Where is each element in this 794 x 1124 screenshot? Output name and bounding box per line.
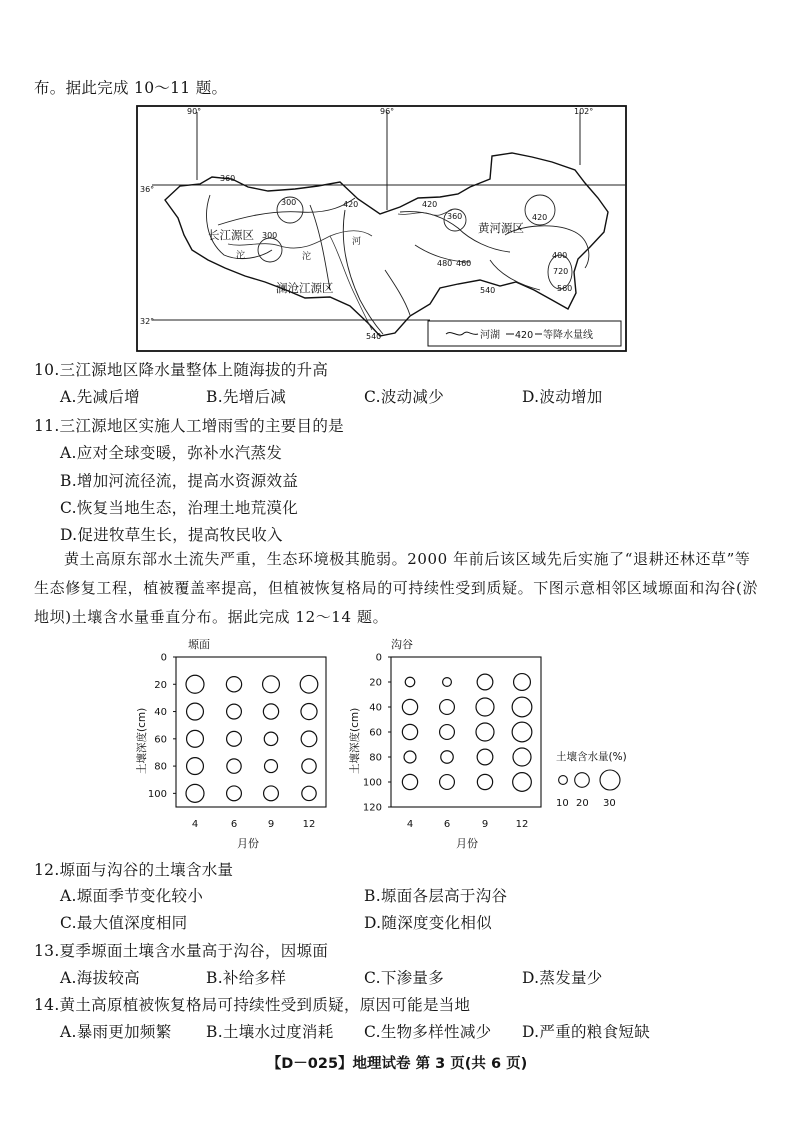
y-tick-label: 120 bbox=[362, 802, 382, 814]
ylabel-yuanmian: 土壤深度(cm) bbox=[136, 707, 148, 774]
moisture-bubble bbox=[440, 725, 455, 740]
q14-option-a[interactable]: A.暴雨更加频繁 bbox=[60, 1023, 172, 1041]
moisture-bubble bbox=[477, 774, 492, 789]
moisture-bubble bbox=[265, 760, 278, 773]
moisture-bubble bbox=[227, 731, 242, 746]
moisture-bubble bbox=[405, 677, 415, 687]
x-tick-label: 6 bbox=[443, 819, 451, 830]
river-label: 河 bbox=[352, 237, 362, 247]
legend-contour-value: 420 bbox=[515, 330, 534, 341]
legend-river: 河湖 bbox=[480, 330, 500, 341]
moisture-bubble bbox=[264, 786, 279, 801]
region-label-huanghe: 黄河源区 bbox=[478, 221, 524, 235]
moisture-bubble bbox=[443, 678, 452, 687]
moisture-bubble bbox=[301, 703, 317, 719]
legend-circle-10 bbox=[559, 776, 568, 785]
xlabel-yuanmian: 月份 bbox=[237, 837, 259, 850]
moisture-bubble bbox=[404, 751, 416, 763]
legend-circle-20 bbox=[575, 773, 590, 788]
moisture-bubble bbox=[226, 677, 241, 692]
chart-title-yuanmian: 塬面 bbox=[188, 638, 210, 651]
moisture-bubble bbox=[302, 786, 316, 800]
y-tick-label: 40 bbox=[369, 702, 382, 714]
moisture-bubble bbox=[476, 698, 494, 716]
q11-option-c[interactable]: C.恢复当地生态，治理土地荒漠化 bbox=[60, 499, 299, 517]
contour-label: 360 bbox=[220, 174, 236, 183]
y-tick-label: 0 bbox=[160, 652, 167, 664]
lon-label-90: 90° bbox=[187, 107, 202, 116]
moisture-bubble bbox=[187, 730, 204, 747]
moisture-bubble bbox=[263, 704, 278, 719]
q12-option-d[interactable]: D.随深度变化相似 bbox=[364, 914, 493, 932]
moisture-bubble bbox=[301, 731, 317, 747]
moisture-bubble bbox=[441, 751, 453, 763]
contour-label: 560 bbox=[557, 284, 573, 293]
contour-label: 300 bbox=[281, 198, 297, 207]
legend-contour: 等降水量线 bbox=[543, 330, 593, 341]
contour-label: 540 bbox=[480, 286, 496, 295]
region-label-changjiang: 长江源区 bbox=[208, 228, 254, 242]
contour-label: 480 bbox=[437, 259, 453, 268]
x-tick-label: 9 bbox=[267, 819, 275, 830]
region-label-lancang: 澜沧江源区 bbox=[276, 281, 334, 295]
ylabel-gougu: 土壤深度(cm) bbox=[349, 707, 361, 774]
q10-stem: 10.三江源地区降水量整体上随海拔的升高 bbox=[34, 361, 329, 379]
contour-label: 540 bbox=[366, 332, 382, 341]
contour-label: 420 bbox=[532, 213, 548, 222]
q10-option-a[interactable]: A.先减后增 bbox=[60, 388, 140, 406]
q12-option-c[interactable]: C.最大值深度相同 bbox=[60, 914, 188, 932]
moisture-bubble bbox=[477, 749, 493, 765]
lon-label-96: 96° bbox=[380, 107, 395, 116]
q11-option-d[interactable]: D.促进牧草生长，提高牧民收入 bbox=[60, 526, 283, 544]
contour-label: 400 bbox=[552, 251, 568, 260]
moisture-bubble bbox=[476, 723, 494, 741]
q14-stem: 14.黄土高原植被恢复格局可持续性受到质疑，原因可能是当地 bbox=[34, 996, 471, 1014]
q11-stem: 11.三江源地区实施人工增雨雪的主要目的是 bbox=[34, 417, 344, 435]
moisture-bubble bbox=[264, 732, 277, 745]
passage-text: 黄土高原东部水土流失严重，生态环境极其脆弱。2000 年前后该区域先后实施了“退耕还林还草”等生态修复工程，植被覆盖率提高，但植被恢复格局的可持续性受到质疑。下图示意相邻区域塬面和沟谷(淤地坝)土壤含水量垂直分布。据此完成 12～14 题。 bbox=[34, 550, 759, 626]
y-tick-label: 0 bbox=[375, 652, 382, 664]
moisture-bubble bbox=[402, 724, 417, 739]
q13-option-d[interactable]: D.蒸发量少 bbox=[522, 969, 603, 987]
moisture-bubble bbox=[440, 775, 455, 790]
river-label: 沱 bbox=[236, 251, 246, 261]
moisture-bubble bbox=[513, 773, 532, 792]
y-tick-label: 80 bbox=[369, 752, 382, 764]
x-tick-label: 12 bbox=[302, 819, 316, 830]
y-tick-label: 40 bbox=[154, 707, 167, 719]
x-tick-label: 12 bbox=[515, 819, 529, 830]
y-tick-label: 60 bbox=[369, 727, 382, 739]
legend-value-10: 10 bbox=[556, 798, 569, 809]
moisture-bubble bbox=[402, 699, 417, 714]
y-tick-label: 100 bbox=[362, 777, 382, 789]
moisture-bubble bbox=[302, 759, 316, 773]
q10-option-c[interactable]: C.波动减少 bbox=[364, 388, 445, 406]
contour-label: 420 bbox=[343, 200, 359, 209]
moisture-bubble bbox=[227, 704, 242, 719]
moisture-bubble bbox=[513, 748, 531, 766]
y-tick-label: 100 bbox=[147, 788, 167, 800]
contour-label: 420 bbox=[422, 200, 438, 209]
q13-stem: 13.夏季塬面土壤含水量高于沟谷，因塬面 bbox=[34, 942, 329, 960]
moisture-bubble bbox=[187, 703, 204, 720]
q12-option-b[interactable]: B.塬面各层高于沟谷 bbox=[364, 887, 508, 905]
intro-text: 布。据此完成 10～11 题。 bbox=[34, 79, 228, 97]
q13-option-a[interactable]: A.海拔较高 bbox=[60, 969, 140, 987]
y-tick-label: 60 bbox=[154, 734, 167, 746]
q10-option-b[interactable]: B.先增后减 bbox=[206, 388, 287, 406]
legend-circle-30 bbox=[600, 770, 620, 790]
q11-option-b[interactable]: B.增加河流径流，提高水资源效益 bbox=[60, 472, 299, 490]
moisture-bubble bbox=[512, 697, 532, 717]
xlabel-gougu: 月份 bbox=[456, 837, 478, 850]
q14-option-b[interactable]: B.土壤水过度消耗 bbox=[206, 1023, 334, 1041]
q14-option-d[interactable]: D.严重的粮食短缺 bbox=[522, 1023, 651, 1041]
moisture-bubble bbox=[263, 676, 280, 693]
legend-value-30: 30 bbox=[603, 798, 616, 809]
q12-option-a[interactable]: A.塬面季节变化较小 bbox=[60, 887, 204, 905]
moisture-bubble bbox=[514, 674, 531, 691]
moisture-bubble bbox=[227, 786, 242, 801]
y-tick-label: 80 bbox=[154, 761, 167, 773]
y-tick-label: 20 bbox=[154, 679, 167, 691]
moisture-bubble bbox=[227, 759, 241, 773]
contour-label: 720 bbox=[553, 267, 569, 276]
x-tick-label: 9 bbox=[481, 819, 489, 830]
moisture-bubble bbox=[477, 674, 493, 690]
q11-option-a[interactable]: A.应对全球变暖，弥补水汽蒸发 bbox=[60, 444, 283, 462]
moisture-bubble bbox=[512, 722, 532, 742]
soil-moisture-charts bbox=[0, 632, 794, 852]
moisture-legend-title: 土壤含水量(%) bbox=[556, 751, 627, 763]
moisture-bubble bbox=[186, 675, 204, 693]
moisture-bubble bbox=[300, 675, 318, 693]
river-label: 沱 bbox=[302, 252, 312, 262]
lat-label-36: 36° bbox=[140, 185, 155, 194]
x-tick-label: 4 bbox=[191, 819, 199, 830]
moisture-bubble bbox=[440, 700, 455, 715]
y-tick-label: 20 bbox=[369, 677, 382, 689]
moisture-bubble bbox=[187, 758, 204, 775]
moisture-bubble bbox=[186, 784, 204, 802]
q13-option-b[interactable]: B.补给多样 bbox=[206, 969, 287, 987]
lon-label-102: 102° bbox=[574, 107, 594, 116]
q12-stem: 12.塬面与沟谷的土壤含水量 bbox=[34, 861, 234, 879]
x-tick-label: 4 bbox=[406, 819, 414, 830]
x-tick-label: 6 bbox=[230, 819, 238, 830]
q14-option-c[interactable]: C.生物多样性减少 bbox=[364, 1023, 492, 1041]
contour-label: 360 bbox=[447, 212, 463, 221]
contour-label: 460 bbox=[456, 259, 472, 268]
lat-label-32: 32° bbox=[140, 317, 155, 326]
q10-option-d[interactable]: D.波动增加 bbox=[522, 388, 603, 406]
q13-option-c[interactable]: C.下渗量多 bbox=[364, 969, 445, 987]
page-footer: 【D－025】地理试卷 第 3 页(共 6 页) bbox=[266, 1056, 528, 1072]
chart-title-gougu: 沟谷 bbox=[391, 638, 413, 651]
legend-value-20: 20 bbox=[576, 798, 589, 809]
contour-label: 300 bbox=[262, 231, 278, 240]
moisture-bubble bbox=[402, 774, 417, 789]
